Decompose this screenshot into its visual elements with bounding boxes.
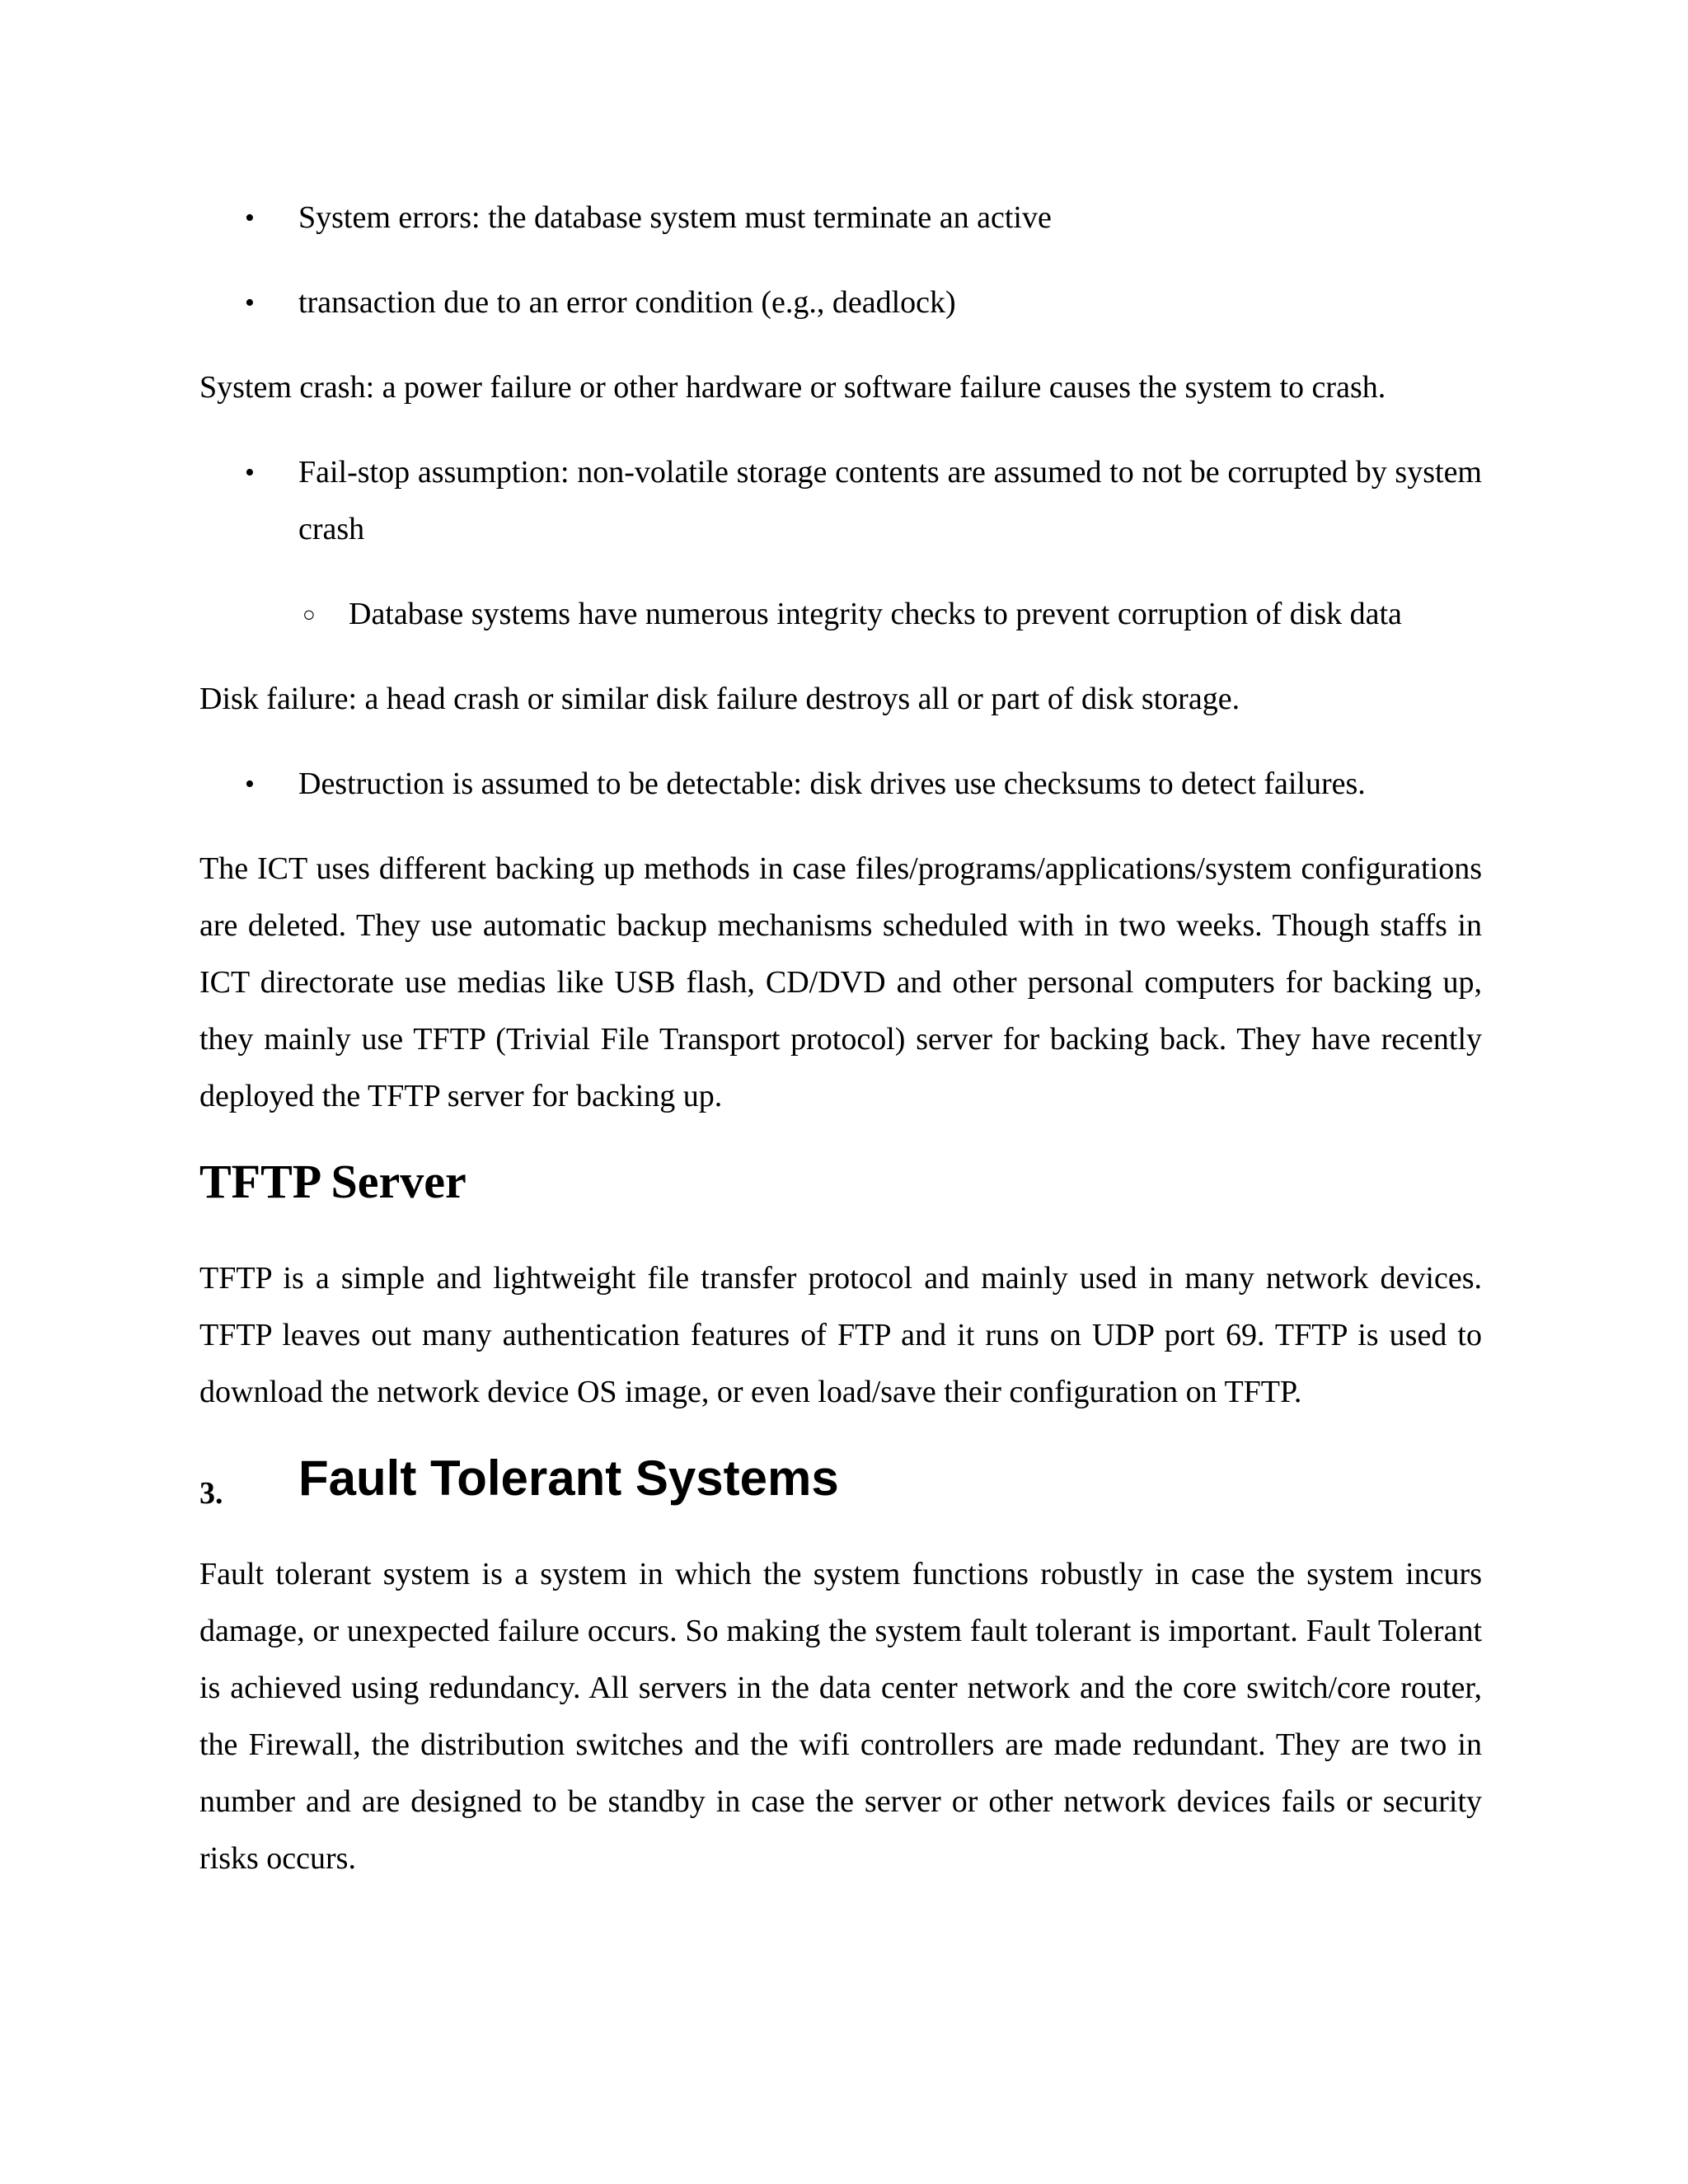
list-item-text: Fail-stop assumption: non-volatile storage contents are assumed to not be corrupted by system crash bbox=[298, 455, 1482, 546]
tftp-paragraph: TFTP is a simple and lightweight file transfer protocol and mainly used in many network devices. TFTP leaves out many authentication features of FTP and it runs on UDP port 69. TFTP is used to download the network device OS image, or even load/save their configuration on TFTP. bbox=[199, 1261, 1482, 1409]
section-title: Fault Tolerant Systems bbox=[298, 1451, 839, 1506]
list-item bbox=[199, 756, 1482, 813]
document-body bbox=[199, 190, 1482, 1915]
bullet-icon: • bbox=[245, 769, 255, 799]
fault-tolerant-heading bbox=[199, 1449, 1482, 1511]
system-crash-paragraph: System crash: a power failure or other hardware or software failure causes the system to crash. bbox=[199, 370, 1386, 405]
list-item-text: System errors: the database system must terminate an active bbox=[298, 200, 1052, 235]
list-item bbox=[199, 274, 1482, 331]
list-item bbox=[199, 190, 1482, 246]
fault-tolerant-paragraph: Fault tolerant system is a system in which the system functions robustly in case the system incurs damage, or unexpected failure occurs. So making the system fault tolerant is important. Fault Tolerant is achieved using redundancy. All servers in the data center network and the core switch/core router, the Firewall, the distribution switches and the wifi controllers are made redundant. They are two in number and are designed to be standby in case the server or other network devices fails or security risks occurs. bbox=[199, 1557, 1482, 1876]
disk-failure-paragraph: Disk failure: a head crash or similar disk failure destroys all or part of disk storage. bbox=[199, 682, 1240, 716]
list-item-text: transaction due to an error condition (e.g., deadlock) bbox=[298, 285, 956, 320]
bullet-icon: • bbox=[245, 457, 255, 488]
list-item bbox=[199, 444, 1482, 558]
ict-backup-paragraph: The ICT uses different backing up methods in case files/programs/applications/system configurations are deleted. They use automatic backup mechanisms scheduled with in two weeks. Though staffs in ICT directorate use medias like USB flash, CD/DVD and other personal computers for backing up, they mainly use TFTP (Trivial File Transport protocol) server for backing back. They have recently deployed the TFTP server for backing up. bbox=[199, 851, 1482, 1113]
tftp-server-heading: TFTP Server bbox=[199, 1155, 467, 1208]
hollow-bullet-icon: ○ bbox=[302, 602, 316, 626]
bullet-icon: • bbox=[245, 203, 255, 233]
sub-list-item bbox=[199, 586, 1482, 643]
list-item-text: Destruction is assumed to be detectable: disk drives use checksums to detect failures. bbox=[298, 766, 1366, 801]
bullet-icon: • bbox=[245, 288, 255, 318]
section-number: 3. bbox=[199, 1476, 223, 1511]
sub-list-item-text: Database systems have numerous integrity checks to prevent corruption of disk data bbox=[349, 597, 1402, 631]
